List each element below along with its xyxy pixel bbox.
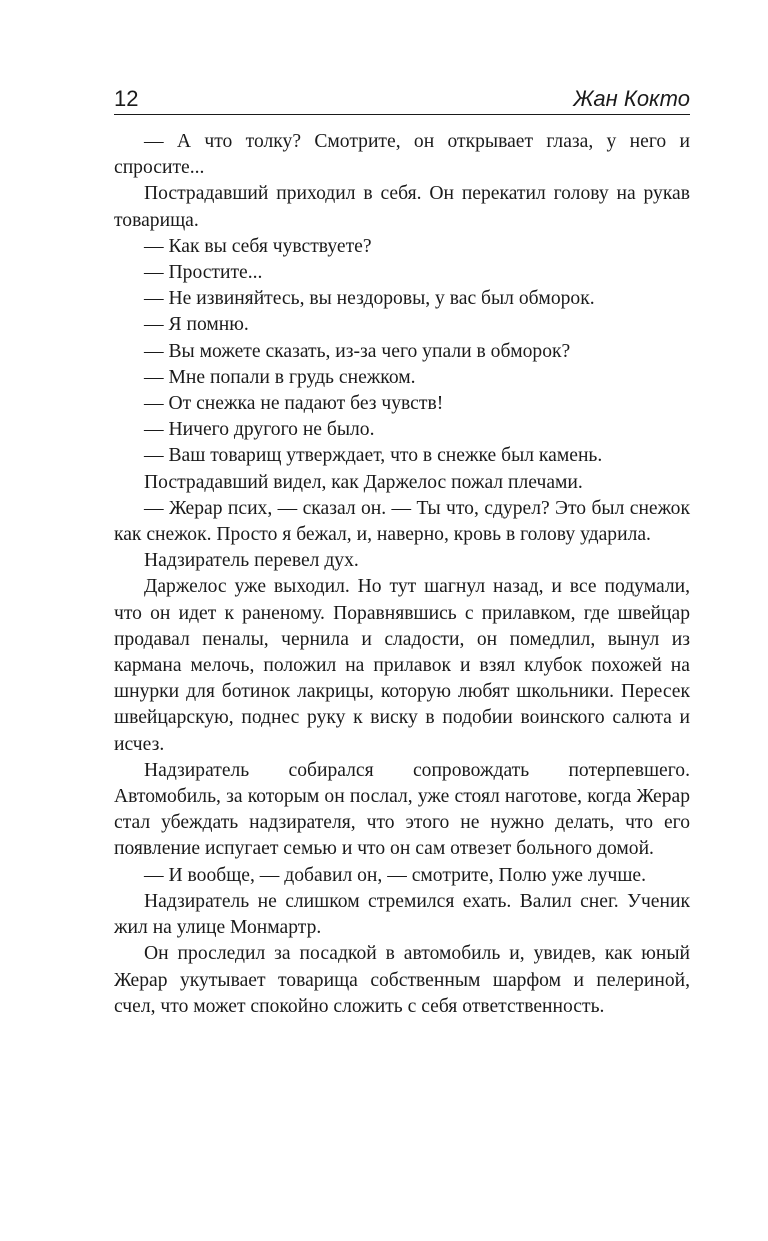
running-head (114, 80, 690, 115)
paragraph: — И вообще, — добавил он, — смотрите, Полю уже лучше. (144, 864, 647, 886)
book-page (114, 80, 690, 1020)
paragraph: — Простите... (144, 262, 263, 284)
paragraph: — Жерар псих, — сказал он. — Ты что, сдурел? Это был снежок как снежок. Просто я бежал, и, наверно, кровь в голову ударила. (114, 497, 690, 546)
paragraph: — От снежка не падают без чувств! (144, 393, 444, 415)
paragraph: Даржелос уже выходил. Но тут шагнул назад, и все подумали, что он идет к раненому. Поравнявшись с прилавком, где швейцар продавал пеналы, чернила и сладости, он помедлил, вынул из кармана мелочь, положил на прилавок и взял клубок похожей на шнурки для ботинок лакрицы, которую любят школьники. Пересек швейцарскую, поднес руку к виску в подобии воинского салюта и исчез. (114, 576, 690, 755)
paragraph: Надзиратель собирался сопровождать потерпевшего. Автомобиль, за которым он послал, уже стоял наготове, когда Жерар стал убеждать надзирателя, что этого не нужно делать, что его появление испугает семью и что он сам отвезет больного домой. (114, 759, 690, 860)
paragraph: Пострадавший видел, как Даржелос пожал плечами. (144, 471, 583, 493)
body-text (114, 129, 690, 1020)
paragraph: — Не извиняйтесь, вы нездоровы, у вас был обморок. (144, 288, 595, 310)
paragraph: Надзиратель не слишком стремился ехать. Валил снег. Ученик жил на улице Монмартр. (114, 890, 690, 939)
running-head-author: Жан Кокто (573, 86, 690, 111)
paragraph: Он проследил за посадкой в автомобиль и, увидев, как юный Жерар укутывает товарища собственным шарфом и пелериной, счел, что может спокойно сложить с себя ответственность. (114, 943, 690, 1017)
paragraph: — А что толку? Смотрите, он открывает глаза, у него и спросите... (114, 131, 690, 179)
paragraph: — Мне попали в грудь снежком. (144, 366, 416, 388)
page-number: 12 (114, 86, 139, 111)
paragraph: — Ничего другого не было. (144, 419, 375, 441)
paragraph: — Вы можете сказать, из-за чего упали в обморок? (144, 340, 571, 362)
paragraph: — Я помню. (144, 314, 249, 336)
paragraph: Пострадавший приходил в себя. Он перекатил голову на рукав товарища. (114, 183, 690, 231)
paragraph: Надзиратель перевел дух. (144, 550, 359, 572)
paragraph: — Ваш товарищ утверждает, что в снежке был камень. (144, 445, 603, 467)
paragraph: — Как вы себя чувствуете? (144, 235, 372, 257)
